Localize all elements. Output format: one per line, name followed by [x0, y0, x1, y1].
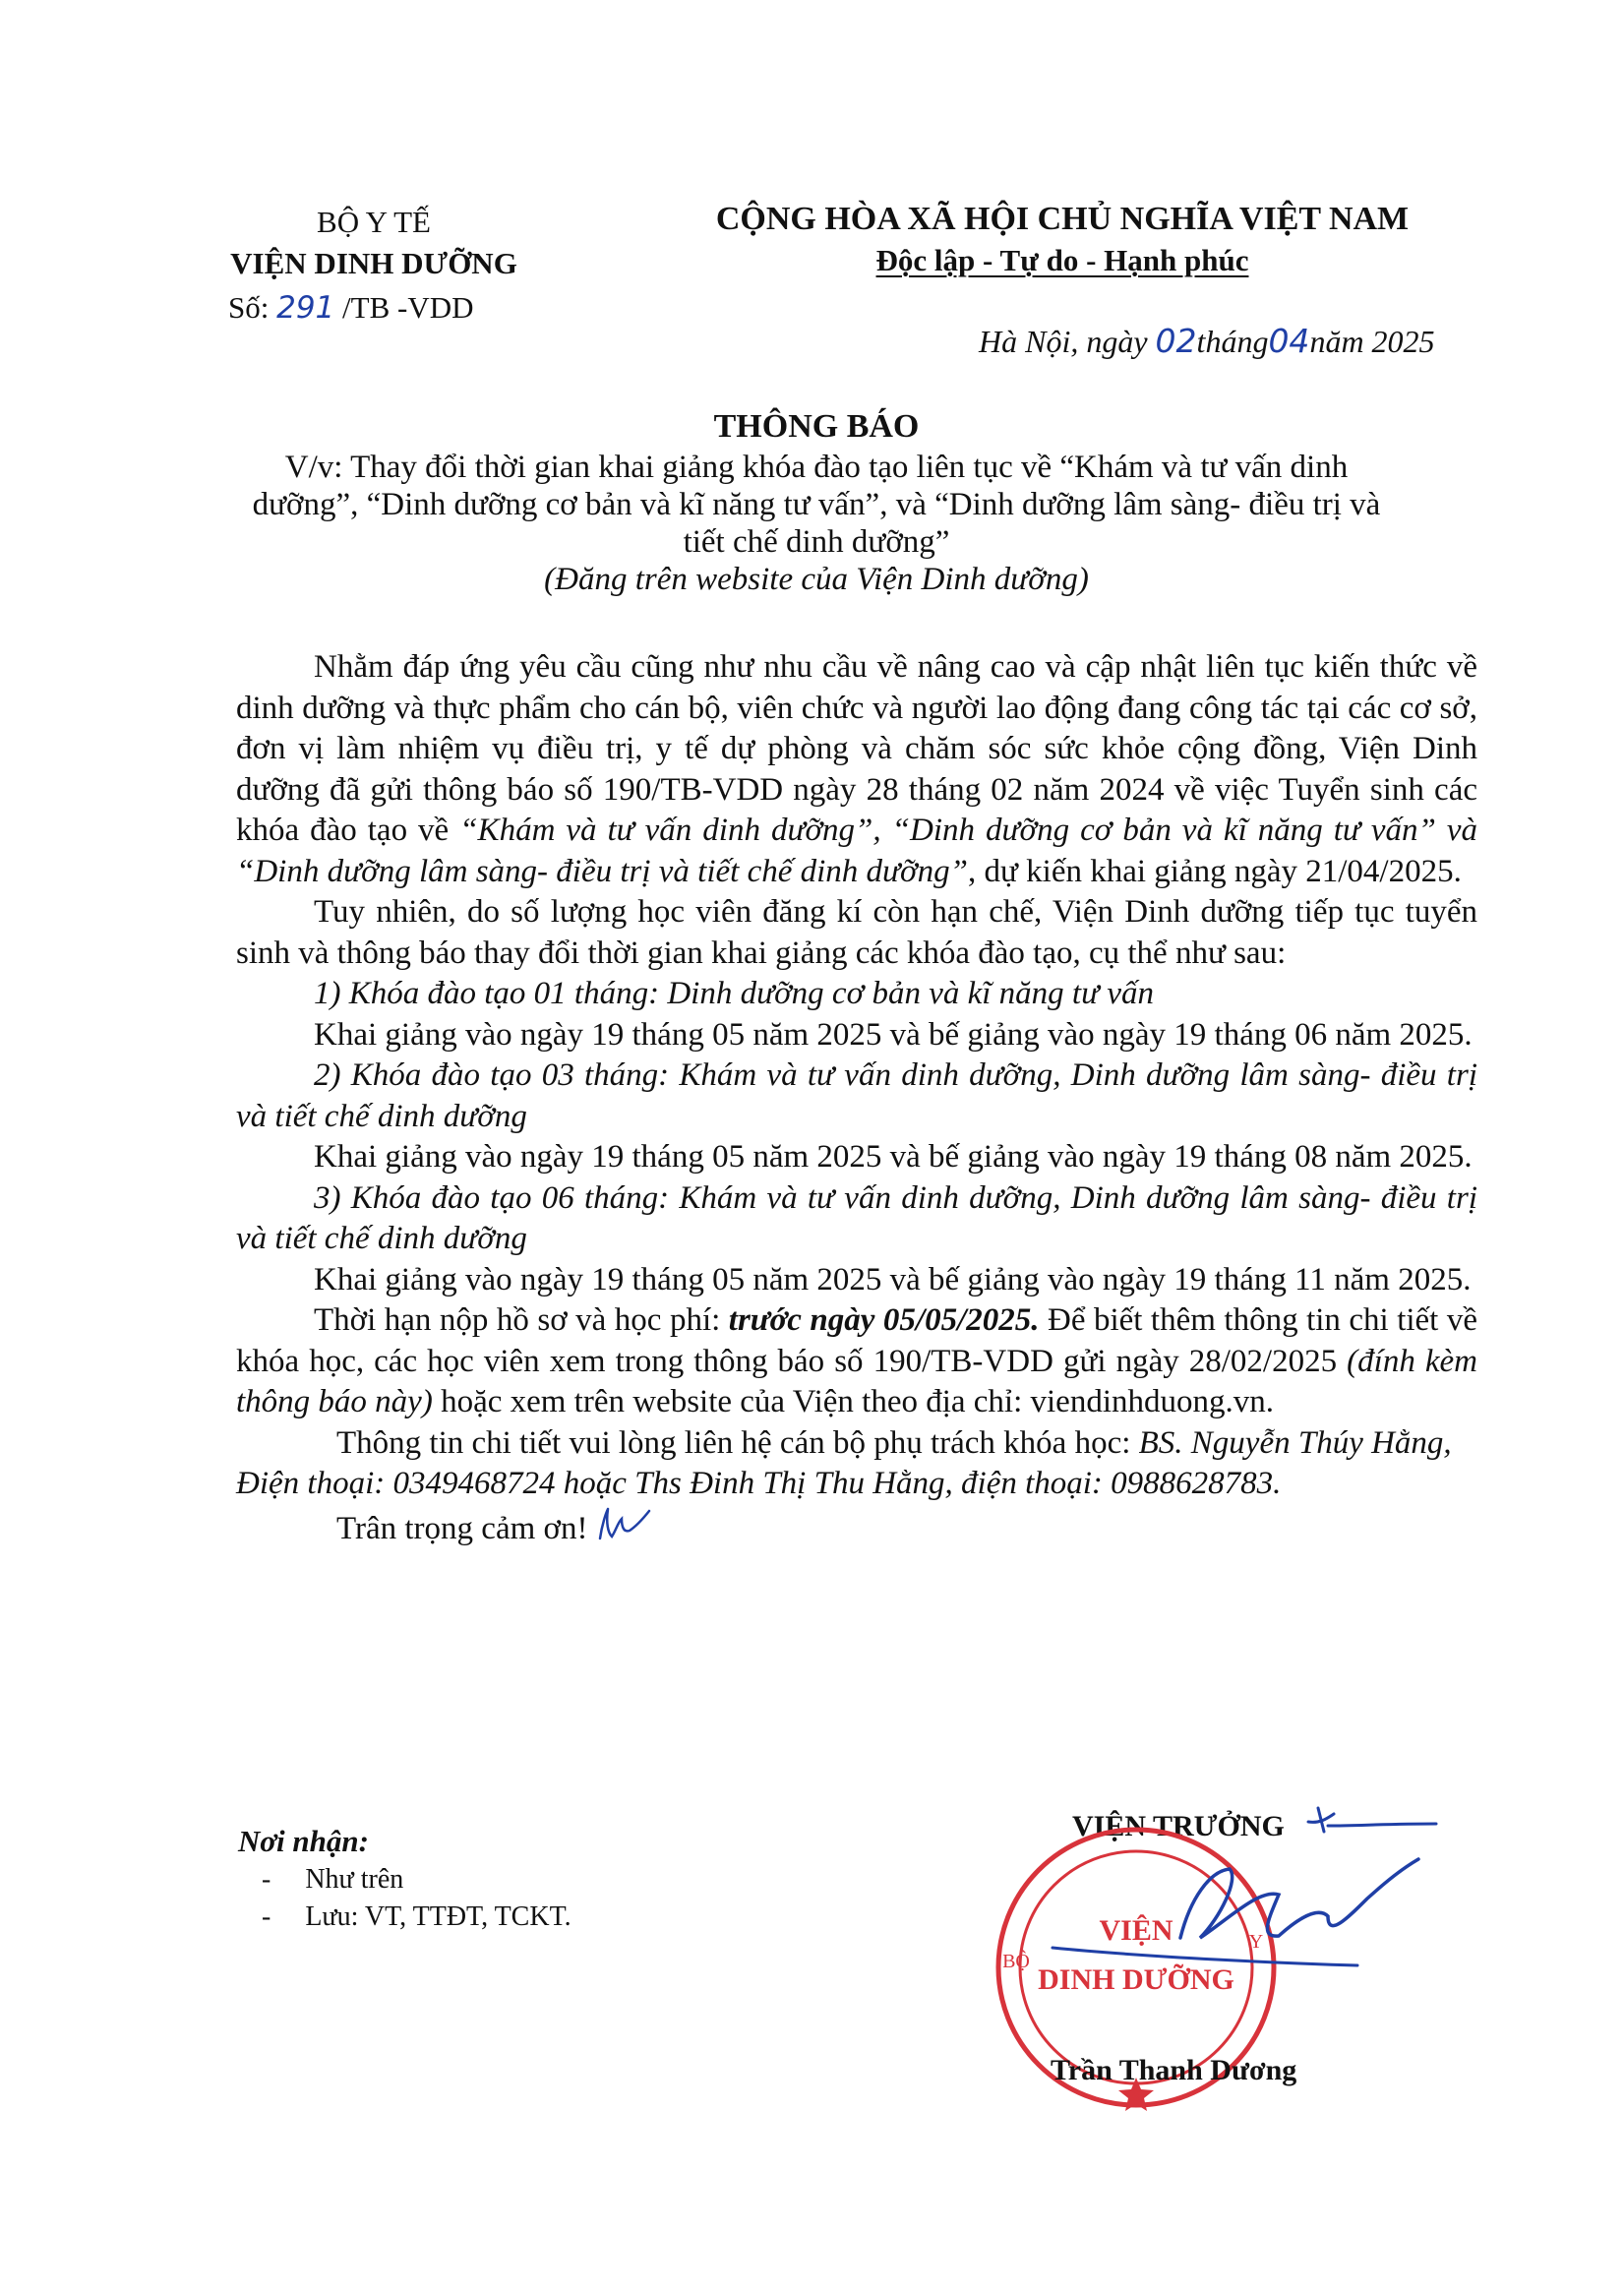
body	[236, 647, 1477, 1549]
signer-name: Trần Thanh Dương	[1051, 2054, 1297, 2086]
national-motto: Độc lập - Tự do - Hạnh phúc	[875, 243, 1249, 277]
recipients-heading: Nơi nhận:	[238, 1824, 369, 1858]
course-1-dates: Khai giảng vào ngày 19 tháng 05 năm 2025 và bế giảng vào ngày 19 tháng 06 năm 2025.	[314, 1016, 1473, 1053]
stamp-right-text: Y	[1248, 1931, 1264, 1953]
stamp-top-text: VIỆN	[1099, 1914, 1173, 1947]
stamp-left-text: BỘ	[1002, 1951, 1030, 1972]
handwritten-signature	[1033, 1800, 1446, 1997]
ministry-name: BỘ Y TẾ	[317, 205, 431, 239]
number-prefix: Số:	[228, 290, 270, 325]
initials-mark	[596, 1505, 653, 1544]
deadline-date: trước ngày 05/05/2025.	[728, 1302, 1040, 1338]
contact-details: BS. Nguyễn Thúy Hằng, Điện thoại: 0349468724 hoặc Ths Đinh Thị Thu Hằng, điện thoại: 0988628783.	[236, 1424, 1452, 1501]
date-month: 04	[1268, 322, 1310, 360]
date-line	[979, 322, 1435, 360]
document-number	[228, 287, 474, 329]
course-list: “Khám và tư vấn dinh dưỡng”, “Dinh dưỡng cơ bản và kĩ năng tư vấn” và “Dinh dưỡng lâm sàng- điều trị và tiết chế dinh dưỡng”	[236, 813, 1477, 889]
paragraph-deadline: Thời hạn nộp hồ sơ và học phí: trước ngày 05/05/2025. Để biết thêm thông tin chi tiết về khóa học, các học viên xem trong thông báo số 190/TB-VDD gửi ngày 28/02/2025 (đính kèm thông báo này) hoặc xem trên website của Viện theo địa chỉ: viendinhduong.vn.	[236, 1302, 1477, 1419]
date-day: 02	[1155, 322, 1197, 360]
date-year: năm 2025	[1309, 324, 1435, 359]
institute-name: VIỆN DINH DƯỠNG	[230, 246, 517, 280]
course-3-title: 3) Khóa đào tạo 06 tháng: Khám và tư vấn dinh dưỡng, Dinh dưỡng lâm sàng- điều trị và tiết chế dinh dưỡng	[236, 1179, 1477, 1256]
number-suffix: /TB -VDD	[342, 290, 474, 325]
document-heading: THÔNG BÁO	[713, 408, 920, 445]
paragraph-intro: Nhằm đáp ứng yêu cầu cũng như nhu cầu về nâng cao và cập nhật liên tục kiến thức về dinh dưỡng và thực phẩm cho cán bộ, viên chức và người lao động đang công tác tại các cơ sở, đơn vị làm nhiệm vụ điều trị, y tế dự phòng và chăm sóc sức khỏe cộng đồng, Viện Dinh dưỡng đã gửi thông báo số 190/TB-VDD ngày 28 tháng 02 năm 2024 về việc Tuyển sinh các khóa đào tạo về “Khám và tư vấn dinh dưỡng”, “Dinh dưỡng cơ bản và kĩ năng tư vấn” và “Dinh dưỡng lâm sàng- điều trị và tiết chế dinh dưỡng”, dự kiến khai giảng ngày 21/04/2025.	[236, 649, 1477, 889]
course-2-title: 2) Khóa đào tạo 03 tháng: Khám và tư vấn dinh dưỡng, Dinh dưỡng lâm sàng- điều trị và tiết chế dinh dưỡng	[236, 1057, 1477, 1134]
date-prefix: Hà Nội, ngày	[979, 324, 1148, 359]
subject-line-3: tiết chế dinh dưỡng”	[683, 524, 950, 560]
subject-line-1: V/v: Thay đổi thời gian khai giảng khóa đào tạo liên tục về “Khám và tư vấn dinh	[284, 450, 1349, 485]
header-left	[192, 202, 556, 284]
closing-line: Trân trọng cảm ơn!	[236, 1505, 1477, 1550]
recipient-item: - Lưu: VT, TTĐT, TCKT.	[262, 1901, 571, 1932]
subject-line-2: dưỡng”, “Dinh dưỡng cơ bản và kĩ năng tư vấn”, và “Dinh dưỡng lâm sàng- điều trị và	[252, 487, 1381, 522]
title-block	[157, 405, 1475, 598]
paragraph-change: Tuy nhiên, do số lượng học viên đăng kí còn hạn chế, Viện Dinh dưỡng tiếp tục tuyển sinh và thông báo thay đổi thời gian khai giảng các khóa đào tạo, cụ thể như sau:	[236, 894, 1477, 971]
date-month-label: tháng	[1196, 324, 1269, 359]
recipients	[238, 1822, 571, 1936]
recipient-item: - Như trên	[262, 1864, 404, 1895]
course-1-title: 1) Khóa đào tạo 01 tháng: Dinh dưỡng cơ bản và kĩ năng tư vấn	[314, 976, 1154, 1011]
course-2-dates: Khai giảng vào ngày 19 tháng 05 năm 2025 và bế giảng vào ngày 19 tháng 08 năm 2025.	[314, 1139, 1473, 1175]
paragraph-contact: Thông tin chi tiết vui lòng liên hệ cán bộ phụ trách khóa học: BS. Nguyễn Thúy Hằng, Điện thoại: 0349468724 hoặc Ths Đinh Thị Thu Hằng, điện thoại: 0988628783.	[236, 1424, 1452, 1501]
header-right	[679, 199, 1446, 281]
publication-note: (Đăng trên website của Viện Dinh dưỡng)	[544, 562, 1089, 597]
course-3-dates: Khai giảng vào ngày 19 tháng 05 năm 2025 và bế giảng vào ngày 19 tháng 11 năm 2025.	[314, 1261, 1472, 1297]
signer-title: VIỆN TRƯỞNG	[1072, 1810, 1285, 1842]
handwritten-number: 291	[276, 290, 335, 326]
stamp-middle-text: DINH DƯỠNG	[1038, 1963, 1234, 1996]
republic-name: CỘNG HÒA XÃ HỘI CHỦ NGHĨA VIỆT NAM	[715, 201, 1410, 237]
